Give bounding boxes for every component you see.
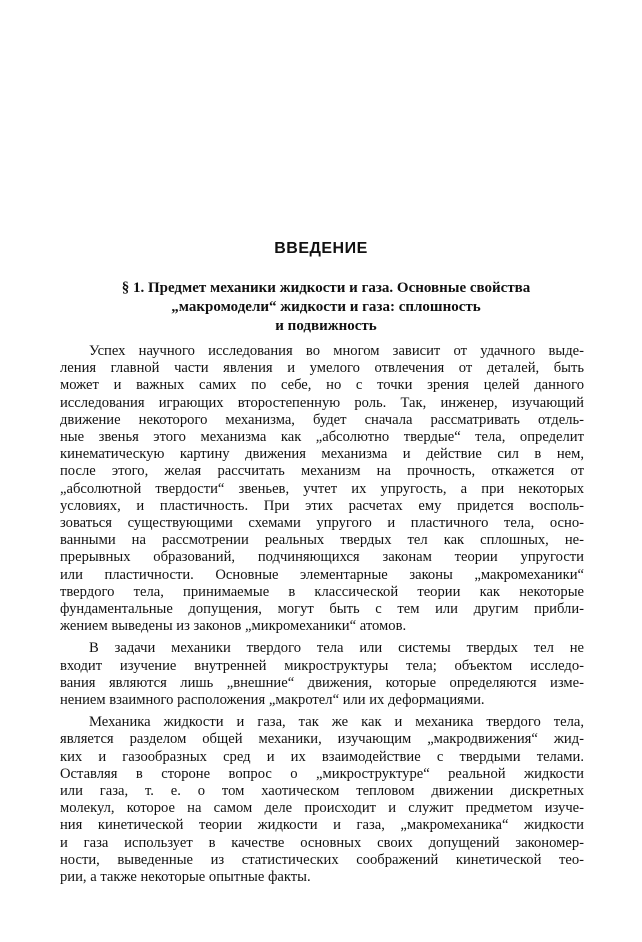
text-line: или пластичности. Основные элементарные законы „макромеханики“: [60, 566, 584, 583]
text-line: рии, а также некоторые опытные факты.: [60, 869, 311, 886]
text-line: вания являются лишь „внешние“ движения, которые определяются изме-: [60, 674, 584, 691]
text-line: „абсолютной твердости“ звеньев, учтет их упругость, а при некоторых: [60, 480, 584, 497]
text-line: нением взаимного расположения „макротел“ или их деформациями.: [60, 692, 485, 709]
section-title-line: § 1. Предмет механики жидкости и газа. Основные свойства: [121, 280, 531, 296]
text-line: ления главной части явления и умелого отвлечения от деталей, быть: [60, 360, 584, 377]
paragraph: [60, 640, 584, 709]
text-line: В задачи механики твердого тела или системы твердых тел не: [89, 640, 584, 657]
text-line: ния кинетической теории жидкости и газа, „макромеханика“ жидкости: [60, 817, 584, 834]
section-title-line: „макромодели“ жидкости и газа: сплошность: [171, 299, 481, 315]
text-line: ванными на рассмотрении реальных твердых тел как сплошных, не-: [60, 532, 584, 549]
text-line: кинематическую картину движения механизма и действие сил в нем,: [60, 446, 584, 463]
text-line: Оставляя в стороне вопрос о „микроструктуре“ реальной жидкости: [60, 765, 584, 782]
text-line: движение некоторого механизма, будет сначала рассматривать отдель-: [60, 411, 584, 428]
text-line: и газа использует в качестве основных своих допущений закономер-: [60, 834, 584, 851]
text-line: исследования играющих второстепенную роль. Так, инженер, изучающий: [60, 394, 584, 411]
text-line: является разделом общей механики, изучающим „макродвижения“ жид-: [60, 731, 584, 748]
text-line: твердого тела, принимаемые в классической теории как некоторые: [60, 583, 584, 600]
text-line: может и важных самих по себе, но с точки зрения целей данного: [60, 377, 584, 394]
paragraph: [60, 714, 584, 886]
text-line: прерывных образований, подчиняющихся законам теории упругости: [60, 549, 584, 566]
text-line: ких и газообразных сред и их взаимодействие с твердыми телами.: [60, 748, 584, 765]
chapter-heading: ВВЕДЕНИЕ: [274, 240, 368, 257]
text-line: зоваться существующими схемами упругого и пластичного тела, осно-: [60, 515, 584, 532]
text-line: входит изучение внутренней микроструктуры тела; объектом исследо-: [60, 657, 584, 674]
section-title-line: и подвижность: [275, 318, 377, 334]
text-line: после этого, желая рассчитать механизм на прочность, откажется от: [60, 463, 584, 480]
text-line: Успех научного исследования во многом зависит от удачного выде-: [89, 343, 584, 359]
text-line: молекул, которое на самом деле происходит и служит предметом изуче-: [60, 800, 584, 817]
text-line: ности, выведенные из статистических соображений кинетической тео-: [60, 851, 584, 868]
text-line: жением выведены из законов „микромеханики“ атомов.: [60, 618, 407, 635]
text-line: ные звенья этого механизма как „абсолютно твердые“ тела, определит: [60, 429, 584, 446]
text-line: фундаментальные допущения, могут быть с тем или другим прибли-: [60, 601, 584, 618]
text-line: или газа, т. е. о том хаотическом тепловом движении дискретных: [60, 783, 584, 800]
section-title: [70, 279, 582, 336]
text-line: Механика жидкости и газа, так же как и механика твердого тела,: [89, 714, 584, 731]
text-line: условиях, и пластичность. При этих расчетах ему придется восполь-: [60, 497, 584, 514]
body-text: [60, 343, 584, 891]
paragraph: [60, 343, 584, 635]
